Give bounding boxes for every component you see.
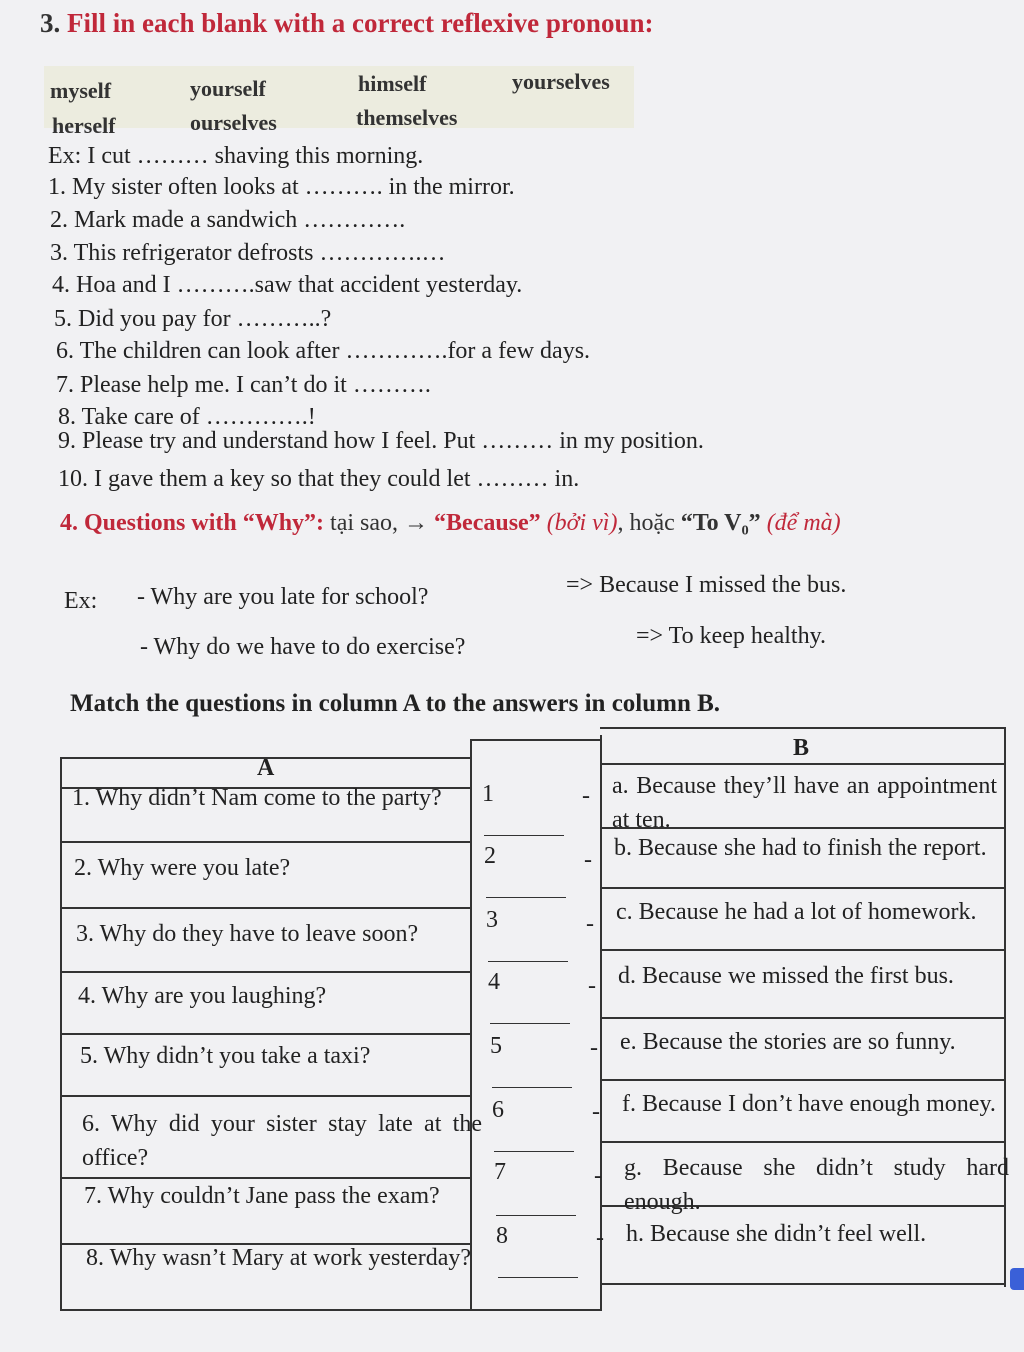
example-answer: => Because I missed the bus. xyxy=(566,572,847,598)
answer-blank[interactable] xyxy=(496,1215,576,1216)
match-number: 5 xyxy=(490,1033,502,1059)
fill-item: 2. Mark made a sandwich …………. xyxy=(50,207,406,233)
match-number: 1 xyxy=(482,781,494,807)
fill-item: 3. This refrigerator defrosts ………….… xyxy=(50,240,446,266)
fill-item: 4. Hoa and I ……….saw that accident yesterday. xyxy=(52,272,523,298)
match-number: 8 xyxy=(496,1223,508,1249)
app-badge-icon[interactable] xyxy=(1010,1268,1024,1290)
section3-title xyxy=(40,8,653,39)
row-line xyxy=(600,1079,1006,1081)
column-a-header: A xyxy=(257,755,275,781)
section4-title xyxy=(60,510,841,537)
row-line xyxy=(600,1141,1006,1143)
answer-blank[interactable] xyxy=(488,961,568,962)
fill-item: 5. Did you pay for ………..? xyxy=(54,306,332,332)
fill-item: 7. Please help me. I can’t do it ………. xyxy=(56,372,431,398)
match-dash: - xyxy=(582,783,590,809)
match-number: 2 xyxy=(484,843,496,869)
answer-cell: d. Because we missed the first bus. xyxy=(618,963,954,989)
answer-cell: b. Because she had to finish the report. xyxy=(614,835,987,861)
match-number: 6 xyxy=(492,1097,504,1123)
match-number: 3 xyxy=(486,907,498,933)
answer-cell: c. Because he had a lot of homework. xyxy=(616,899,977,925)
section4-example-label: Ex: xyxy=(64,588,98,614)
table-border xyxy=(60,1309,602,1311)
section4-title-why: Questions with “Why”: xyxy=(84,510,325,536)
row-line xyxy=(60,1033,472,1035)
example-question: - Why are you late for school? xyxy=(137,584,429,610)
answer-blank[interactable] xyxy=(498,1277,578,1278)
section4-title-mid: tại sao, → xyxy=(324,510,435,536)
answer-cell: a. Because they’ll have an appointment at ten. xyxy=(612,773,997,833)
match-dash: - xyxy=(594,1163,602,1189)
match-number: 7 xyxy=(494,1159,506,1185)
answer-cell: f. Because I don’t have enough money. xyxy=(622,1091,996,1117)
table-border xyxy=(600,763,1006,765)
row-line xyxy=(60,907,472,909)
question-cell: 4. Why are you laughing? xyxy=(78,983,327,1009)
row-line xyxy=(600,949,1006,951)
match-dash: - xyxy=(586,911,594,937)
row-line xyxy=(600,887,1006,889)
row-line xyxy=(60,971,472,973)
column-b-header: B xyxy=(793,735,810,761)
table-border xyxy=(470,741,472,1309)
word-bank-item: yourselves xyxy=(512,69,610,94)
fill-item: 10. I gave them a key so that they could let ……… in. xyxy=(58,466,580,492)
section4-number: 4. xyxy=(60,510,78,536)
row-line xyxy=(600,1017,1006,1019)
section4-title-because: “Because” xyxy=(434,510,541,536)
question-cell: 6. Why did your sister stay late at the office? xyxy=(82,1111,482,1171)
example-question: - Why do we have to do exercise? xyxy=(140,634,466,660)
question-cell: 3. Why do they have to leave soon? xyxy=(76,921,419,947)
answer-blank[interactable] xyxy=(490,1023,570,1024)
match-dash: - xyxy=(596,1225,604,1251)
word-bank-item: himself xyxy=(358,71,427,96)
word-bank-item: themselves xyxy=(356,105,458,130)
section4-title-or: , hoặc xyxy=(617,510,681,536)
section3-title-text: Fill in each blank with a correct reflexive pronoun: xyxy=(67,8,654,38)
question-cell: 5. Why didn’t you take a taxi? xyxy=(80,1043,371,1069)
table-border xyxy=(600,727,1006,729)
question-cell: 1. Why didn’t Nam come to the party? xyxy=(72,785,442,811)
word-bank-item: herself xyxy=(52,113,116,138)
table-border xyxy=(470,739,602,741)
answer-blank[interactable] xyxy=(486,897,566,898)
word-bank-item: ourselves xyxy=(190,110,277,135)
question-cell: 8. Why wasn’t Mary at work yesterday? xyxy=(86,1245,472,1271)
match-number: 4 xyxy=(488,969,500,995)
answer-blank[interactable] xyxy=(484,835,564,836)
match-dash: - xyxy=(588,973,596,999)
table-border xyxy=(602,1283,1006,1285)
match-instructions: Match the questions in column A to the answers in column B. xyxy=(70,690,721,717)
answer-blank[interactable] xyxy=(494,1151,574,1152)
question-cell: 2. Why were you late? xyxy=(74,855,291,881)
match-dash: - xyxy=(584,847,592,873)
fill-item: 8. Take care of ………….! xyxy=(58,404,316,430)
word-bank-item: myself xyxy=(50,78,112,103)
fill-item: 6. The children can look after ………….for a few days. xyxy=(56,338,591,364)
word-bank-item: yourself xyxy=(190,76,266,101)
section3-example: Ex: I cut ……… shaving this morning. xyxy=(48,143,424,169)
answer-blank[interactable] xyxy=(492,1087,572,1088)
question-cell: 7. Why couldn’t Jane pass the exam? xyxy=(84,1183,440,1209)
fill-item: 9. Please try and understand how I feel. Put ……… in my position. xyxy=(58,428,704,454)
match-dash: - xyxy=(592,1099,600,1125)
section4-title-because-vi: (bởi vì) xyxy=(540,510,618,536)
example-answer: => To keep healthy. xyxy=(636,623,827,649)
section4-title-to: “To V₀” xyxy=(680,510,761,536)
answer-cell: e. Because the stories are so funny. xyxy=(620,1029,956,1055)
row-line xyxy=(60,1095,472,1097)
match-dash: - xyxy=(590,1035,598,1061)
fill-item: 1. My sister often looks at ………. in the mirror. xyxy=(48,174,515,200)
matching-table xyxy=(60,727,1009,1311)
row-line xyxy=(60,841,472,843)
answer-cell: g. Because she didn’t study hard enough. xyxy=(624,1155,1009,1215)
answer-cell: h. Because she didn’t feel well. xyxy=(626,1221,927,1247)
section3-number: 3. xyxy=(40,8,61,38)
section4-title-to-vi: (để mà) xyxy=(760,510,841,536)
